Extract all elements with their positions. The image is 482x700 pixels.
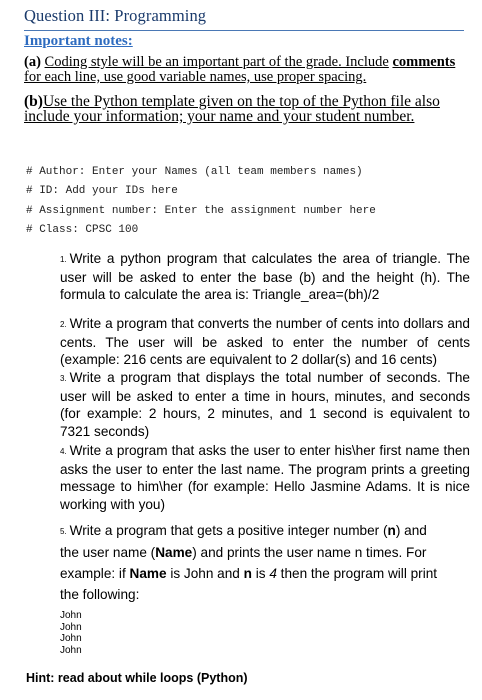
question-4: [60, 442, 470, 513]
note-b-label: (b): [24, 93, 43, 110]
note-b-text: Use the Python template given on the top of the Python file also include your information; your name and your student number.: [24, 93, 440, 125]
example-output: [60, 610, 82, 656]
template-code-line: # Class: CPSC 100: [26, 224, 139, 236]
question-5-line-1: 5. Write a program that gets a positive integer number (n) and: [60, 520, 470, 542]
question-text: Write a program that converts the number of cents into dollars and cents. The user will be asked to enter the number of cents (example: 216 cents are equivalent to 2 dollar(s) and 16 cents): [60, 316, 470, 368]
template-code-line: # Assignment number: Enter the assignment number here: [26, 205, 376, 217]
example-output-line: John: [60, 610, 82, 621]
note-a: [24, 55, 464, 85]
question-2: [60, 315, 470, 369]
question-text: Write a program that asks the user to enter his\her first name then asks the user to enter the last name. The program prints a greeting message to him\her (for example: Hello Jasmine Adams. It is nice working with you): [60, 443, 470, 512]
note-a-comments: comments: [392, 54, 456, 70]
question-5-line-3: example: if Name is John and n is 4 then the program will print: [60, 566, 438, 581]
question-1: [60, 250, 470, 304]
question-5-line-2: the user name (Name) and prints the user name n times. For: [60, 545, 427, 560]
example-output-line: John: [60, 621, 82, 633]
question-number: 1.: [60, 255, 67, 264]
note-a-text-2: for each line, use good variable names, use proper spacing.: [24, 69, 367, 85]
question-text: Write a python program that calculates the area of triangle. The user will be asked to enter the base (b) and the height (h). The formula to calculate the area is: Triangle_area=(bh)/2: [60, 251, 470, 303]
hint-text: Hint: read about while loops (Python): [26, 671, 248, 685]
template-code-line: # ID: Add your IDs here: [26, 185, 178, 197]
example-output-line: John: [60, 633, 82, 644]
question-3: [60, 369, 470, 440]
question-number: 2.: [60, 320, 67, 329]
note-a-label: (a): [24, 54, 41, 70]
example-output-line: John: [60, 644, 82, 656]
page-title: Question III: Programming: [24, 6, 207, 25]
question-5-line-4: the following:: [60, 587, 140, 602]
note-b: [24, 94, 464, 124]
title-divider: [24, 30, 464, 31]
question-number: 5.: [60, 527, 67, 536]
important-notes-heading: Important notes:: [24, 33, 133, 49]
note-a-text-1: Coding style will be an important part of the grade. Include: [44, 54, 389, 70]
template-code-line: # Author: Enter your Names (all team members names): [26, 166, 363, 178]
question-text: Write a program that displays the total number of seconds. The user will be asked to enter a time in hours, minutes, and seconds (for example: 2 hours, 2 minutes, and 1 second is equivalent to 7321 seconds): [60, 370, 470, 439]
question-number: 3.: [60, 374, 67, 383]
question-number: 4.: [60, 447, 67, 456]
question-5: [60, 520, 470, 605]
